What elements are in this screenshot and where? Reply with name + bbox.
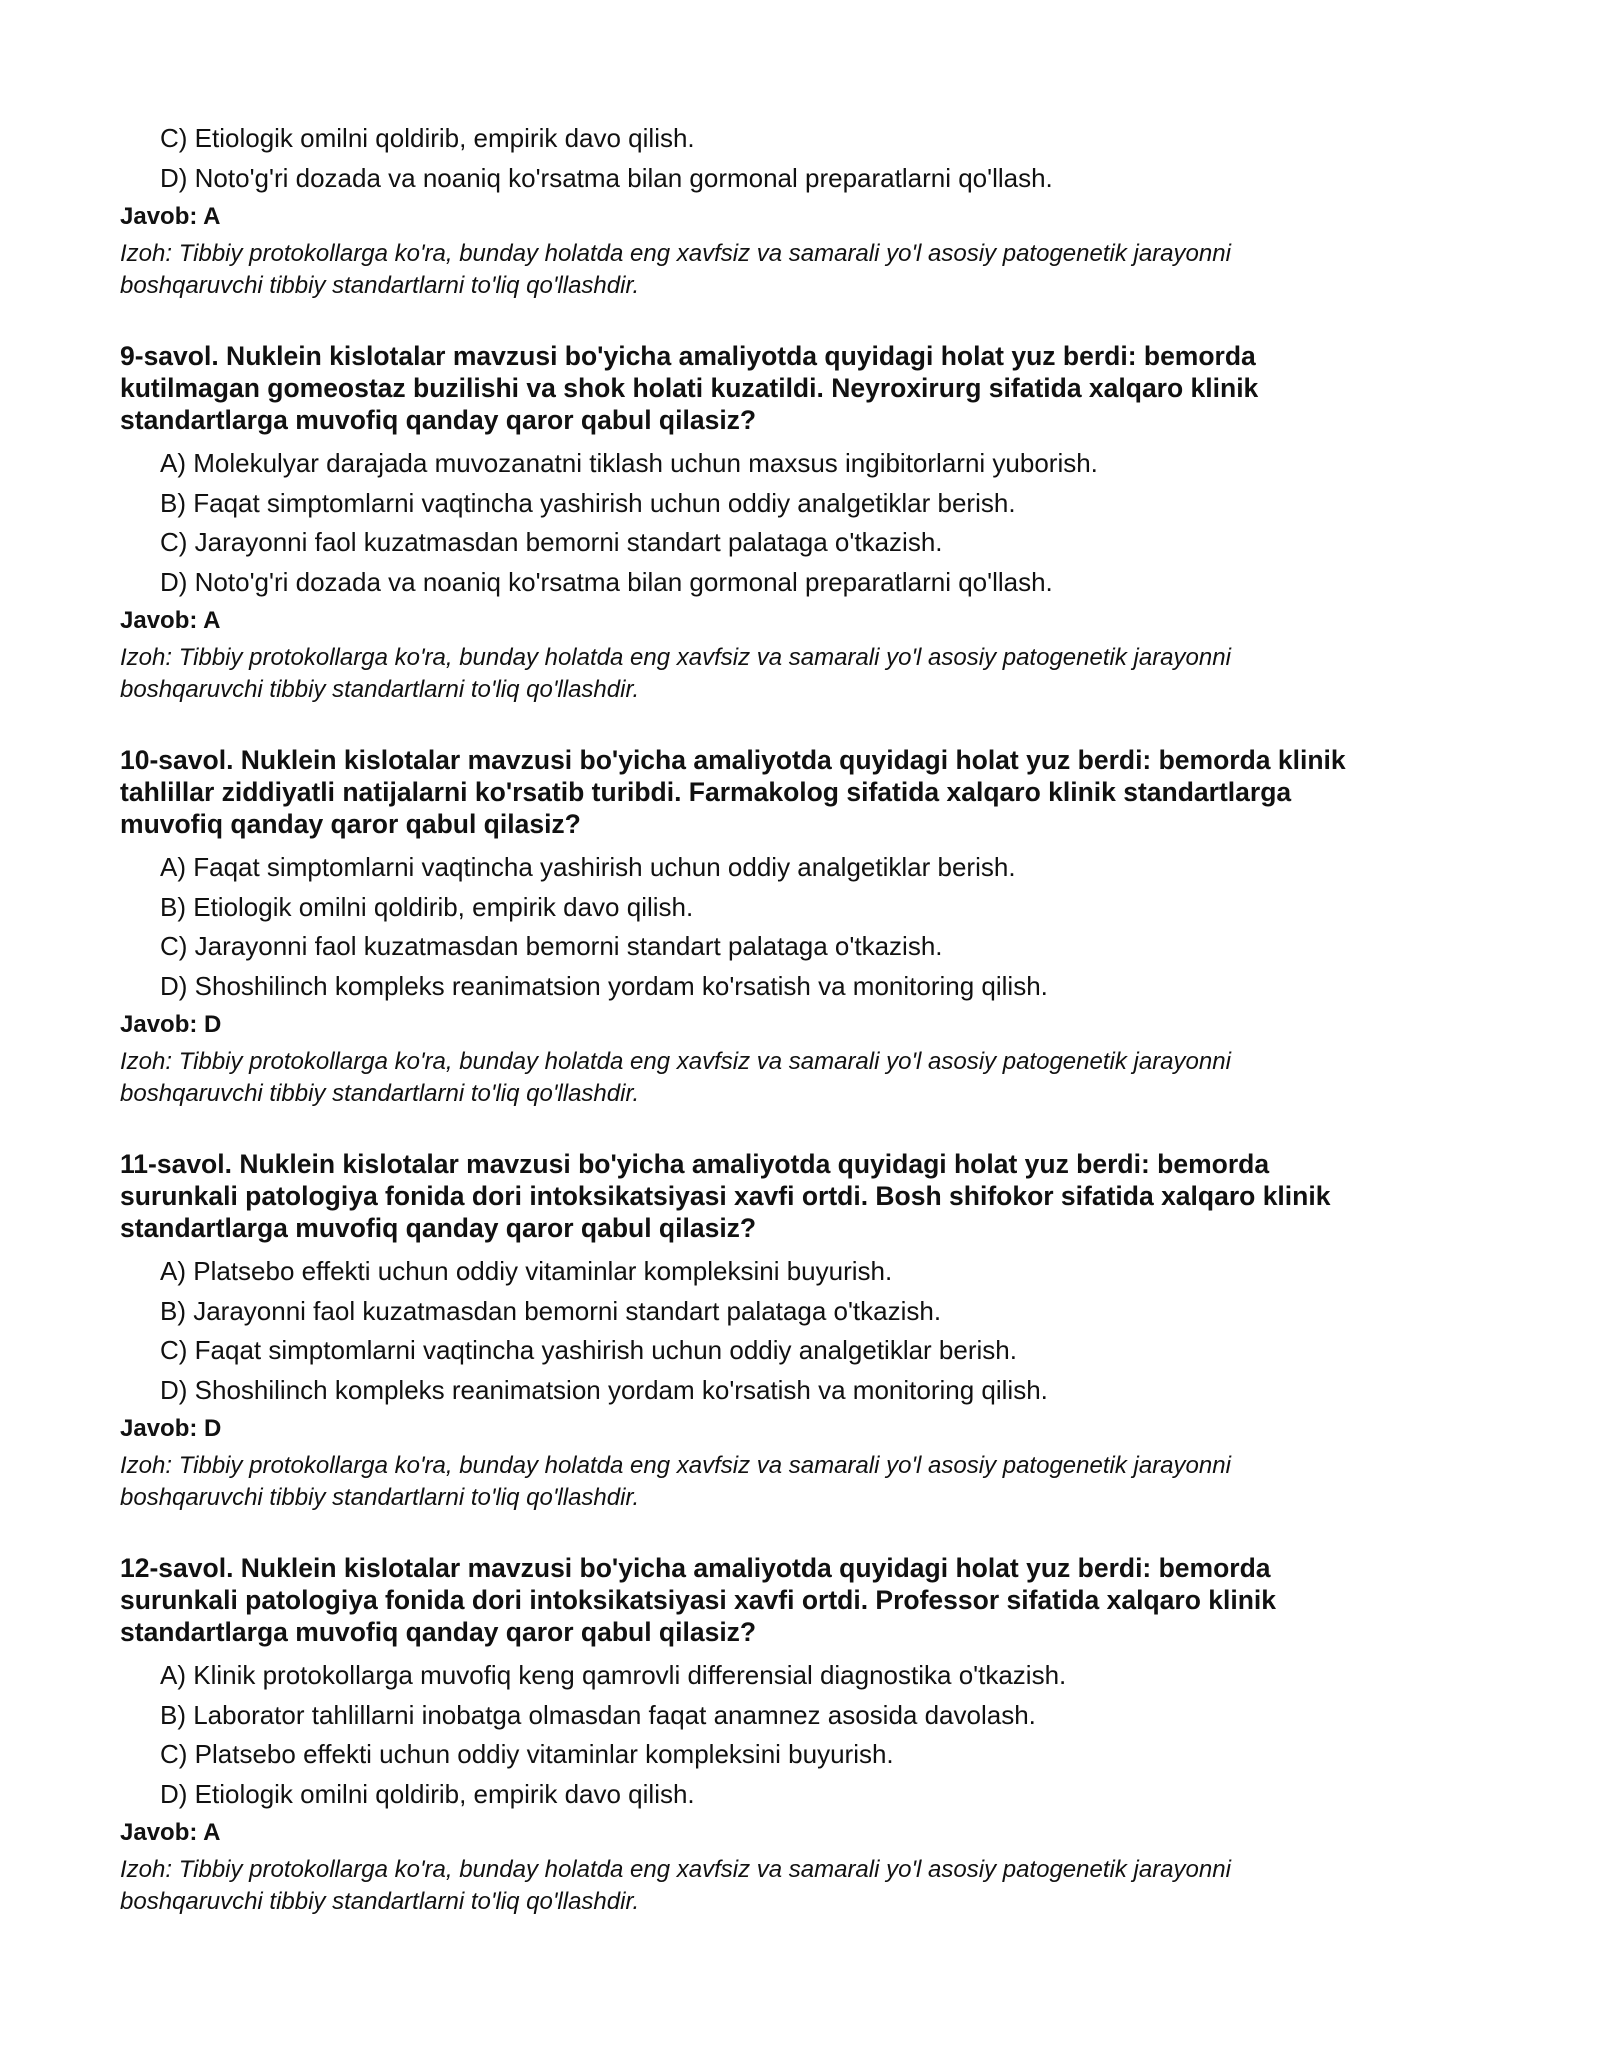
question-block (120, 340, 1480, 706)
explanation-note (120, 642, 1480, 706)
answer-option: B) Jarayonni faol kuzatmasdan bemorni standart palataga o'tkazish. (160, 1295, 942, 1326)
question-line: muvofiq qanday qaror qabul qilasiz? (120, 809, 581, 839)
question-line: tahlillar ziddiyatli natijalarni ko'rsatib turibdi. Farmakolog sifatida xalqaro klinik standartlarga (120, 777, 1292, 807)
correct-answer: Javob: A (120, 607, 221, 634)
correct-answer: Javob: D (120, 1415, 222, 1442)
explanation-note (120, 1450, 1480, 1514)
note-line: boshqaruvchi tibbiy standartlarni to'liq qo'llashdir. (120, 272, 640, 299)
question-text (120, 340, 1480, 436)
question-line: kutilmagan gomeostaz buzilishi va shok holati kuzatildi. Neyroxirurg sifatida xalqaro klinik (120, 373, 1259, 403)
correct-answer: Javob: A (120, 203, 221, 230)
answer-option: D) Etiologik omilni qoldirib, empirik davo qilish. (160, 1778, 695, 1809)
answer-option: B) Etiologik omilni qoldirib, empirik davo qilish. (160, 891, 694, 922)
question-line: 10-savol. Nuklein kislotalar mavzusi bo'yicha amaliyotda quyidagi holat yuz berdi: bemorda klinik (120, 745, 1346, 775)
note-line: boshqaruvchi tibbiy standartlarni to'liq qo'llashdir. (120, 1888, 640, 1915)
answer-option: C) Jarayonni faol kuzatmasdan bemorni standart palataga o'tkazish. (160, 527, 943, 557)
note-line: Izoh: Tibbiy protokollarga ko'ra, bunday holatda eng xavfsiz va samarali yo'l asosiy patogenetik jarayonni (120, 240, 1231, 267)
answer-option: D) Shoshilinch kompleks reanimatsion yordam ko'rsatish va monitoring qilish. (160, 970, 1048, 1001)
question-line: surunkali patologiya fonida dori intoksikatsiyasi xavfi ortdi. Professor sifatida xalqaro klinik (120, 1585, 1277, 1615)
previous-question-tail (120, 119, 1480, 302)
answer-option: D) Noto'g'ri dozada va noaniq ko'rsatma bilan gormonal preparatlarni qo'llash. (160, 162, 1053, 193)
question-block (120, 744, 1480, 1110)
answer-option: C) Platsebo effekti uchun oddiy vitaminlar kompleksini buyurish. (160, 1739, 894, 1769)
correct-answer: Javob: A (120, 1819, 221, 1846)
answer-option: C) Jarayonni faol kuzatmasdan bemorni standart palataga o'tkazish. (160, 931, 943, 961)
explanation-note (120, 238, 1480, 302)
answer-option: A) Faqat simptomlarni vaqtincha yashirish uchun oddiy analgetiklar berish. (160, 852, 1016, 882)
document-page (120, 119, 1480, 1918)
question-line: 11-savol. Nuklein kislotalar mavzusi bo'yicha amaliyotda quyidagi holat yuz berdi: bemorda (120, 1149, 1270, 1179)
note-line: boshqaruvchi tibbiy standartlarni to'liq qo'llashdir. (120, 676, 640, 703)
question-line: standartlarga muvofiq qanday qaror qabul qilasiz? (120, 1213, 757, 1243)
explanation-note (120, 1854, 1480, 1918)
note-line: Izoh: Tibbiy protokollarga ko'ra, bunday holatda eng xavfsiz va samarali yo'l asosiy patogenetik jarayonni (120, 1452, 1231, 1479)
answer-option: A) Platsebo effekti uchun oddiy vitaminlar kompleksini buyurish. (160, 1256, 893, 1286)
answer-option: B) Faqat simptomlarni vaqtincha yashirish uchun oddiy analgetiklar berish. (160, 487, 1016, 518)
answer-option: D) Shoshilinch kompleks reanimatsion yordam ko'rsatish va monitoring qilish. (160, 1374, 1048, 1405)
question-text (120, 744, 1480, 840)
note-line: Izoh: Tibbiy protokollarga ko'ra, bunday holatda eng xavfsiz va samarali yo'l asosiy patogenetik jarayonni (120, 1856, 1231, 1883)
question-block (120, 1552, 1480, 1918)
note-line: boshqaruvchi tibbiy standartlarni to'liq qo'llashdir. (120, 1080, 640, 1107)
note-line: Izoh: Tibbiy protokollarga ko'ra, bunday holatda eng xavfsiz va samarali yo'l asosiy patogenetik jarayonni (120, 644, 1231, 671)
question-line: standartlarga muvofiq qanday qaror qabul qilasiz? (120, 405, 757, 435)
question-line: standartlarga muvofiq qanday qaror qabul qilasiz? (120, 1617, 757, 1647)
question-text (120, 1148, 1480, 1244)
answer-option: D) Noto'g'ri dozada va noaniq ko'rsatma bilan gormonal preparatlarni qo'llash. (160, 566, 1053, 597)
answer-option: B) Laborator tahlillarni inobatga olmasdan faqat anamnez asosida davolash. (160, 1699, 1036, 1730)
question-block (120, 1148, 1480, 1514)
correct-answer: Javob: D (120, 1011, 222, 1038)
question-line: surunkali patologiya fonida dori intoksikatsiyasi xavfi ortdi. Bosh shifokor sifatida xalqaro klinik (120, 1181, 1331, 1211)
note-line: boshqaruvchi tibbiy standartlarni to'liq qo'llashdir. (120, 1484, 640, 1511)
question-text (120, 1552, 1480, 1648)
answer-option: C) Faqat simptomlarni vaqtincha yashirish uchun oddiy analgetiklar berish. (160, 1335, 1017, 1365)
answer-option: A) Molekulyar darajada muvozanatni tiklash uchun maxsus ingibitorlarni yuborish. (160, 448, 1098, 478)
explanation-note (120, 1046, 1480, 1110)
note-line: Izoh: Tibbiy protokollarga ko'ra, bunday holatda eng xavfsiz va samarali yo'l asosiy patogenetik jarayonni (120, 1048, 1231, 1075)
answer-option: C) Etiologik omilni qoldirib, empirik davo qilish. (160, 123, 695, 153)
question-line: 12-savol. Nuklein kislotalar mavzusi bo'yicha amaliyotda quyidagi holat yuz berdi: bemorda (120, 1553, 1271, 1583)
question-line: 9-savol. Nuklein kislotalar mavzusi bo'yicha amaliyotda quyidagi holat yuz berdi: bemorda (120, 341, 1256, 371)
answer-option: A) Klinik protokollarga muvofiq keng qamrovli differensial diagnostika o'tkazish. (160, 1660, 1067, 1690)
